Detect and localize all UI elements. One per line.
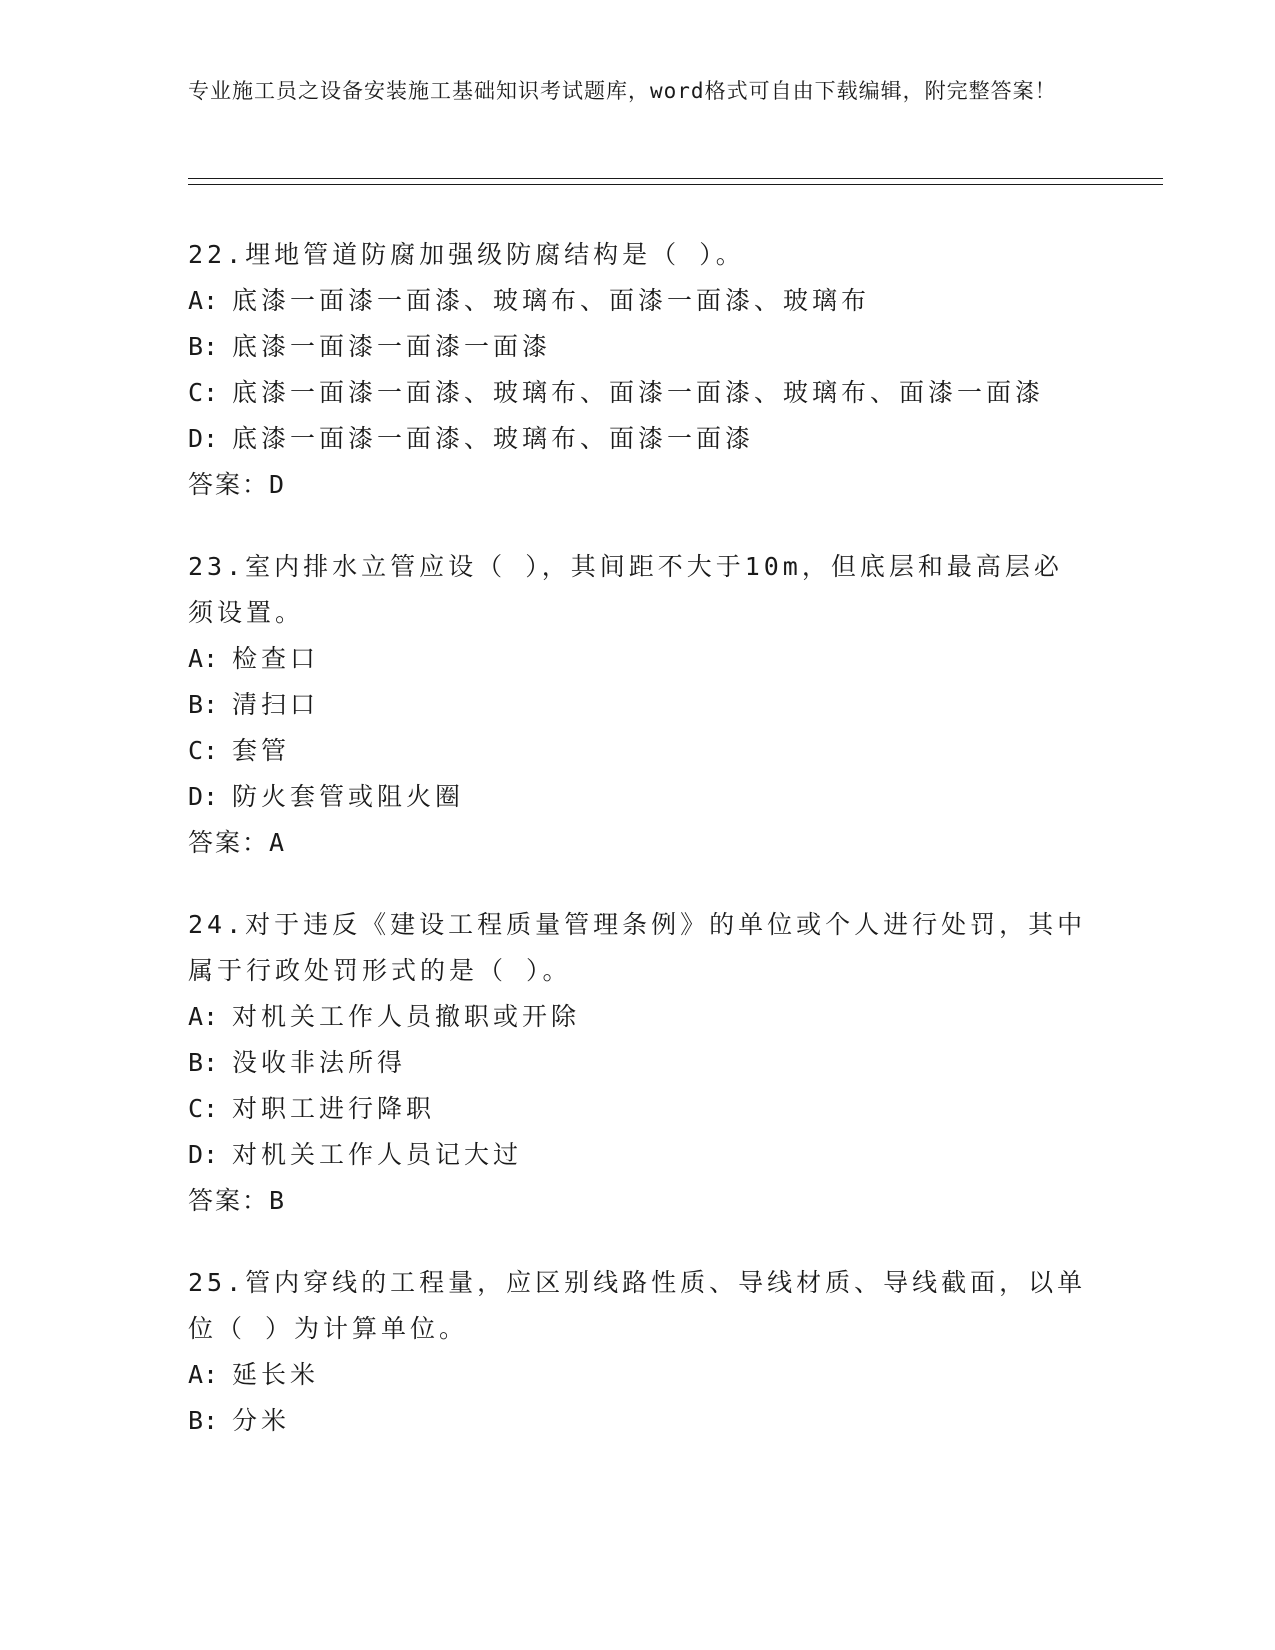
option-text: 延长米 <box>232 1360 320 1389</box>
question-stem: 23.室内排水立管应设（ ），其间距不大于10m，但底层和最高层必须设置。 <box>188 552 1063 627</box>
option-key: B: <box>188 332 219 361</box>
option-c <box>188 370 1088 416</box>
option-key: B: <box>188 690 219 719</box>
question-stem: 22.埋地管道防腐加强级防腐结构是（ ）。 <box>188 240 745 269</box>
option-text: 分米 <box>232 1406 291 1435</box>
answer-line: 答案：A <box>188 828 287 857</box>
question-23 <box>188 544 1088 866</box>
question-25 <box>188 1260 1088 1444</box>
option-d <box>188 774 1088 820</box>
option-key: A: <box>188 644 219 673</box>
option-a <box>188 636 1088 682</box>
option-text: 检查口 <box>232 644 320 673</box>
option-text: 清扫口 <box>232 690 320 719</box>
option-key: C: <box>188 378 219 407</box>
option-key: D: <box>188 782 219 811</box>
option-a <box>188 1352 1088 1398</box>
option-key: C: <box>188 736 219 765</box>
option-a <box>188 994 1088 1040</box>
question-list <box>188 232 1088 1480</box>
option-text: 底漆一面漆一面漆、玻璃布、面漆一面漆、玻璃布 <box>232 286 871 315</box>
header-divider-top <box>188 178 1163 179</box>
option-text: 底漆一面漆一面漆、玻璃布、面漆一面漆、玻璃布、面漆一面漆 <box>232 378 1045 407</box>
option-text: 没收非法所得 <box>232 1048 407 1077</box>
option-key: A: <box>188 286 219 315</box>
option-key: A: <box>188 1360 219 1389</box>
option-text: 对机关工作人员撤职或开除 <box>232 1002 581 1031</box>
option-text: 底漆一面漆一面漆一面漆 <box>232 332 552 361</box>
option-text: 对职工进行降职 <box>232 1094 436 1123</box>
option-b <box>188 324 1088 370</box>
option-b <box>188 1398 1088 1444</box>
question-22 <box>188 232 1088 508</box>
option-key: A: <box>188 1002 219 1031</box>
option-b <box>188 1040 1088 1086</box>
question-stem: 24.对于违反《建设工程质量管理条例》的单位或个人进行处罚，其中属于行政处罚形式的是（ ）。 <box>188 910 1087 985</box>
option-text: 对机关工作人员记大过 <box>232 1140 523 1169</box>
option-text: 底漆一面漆一面漆、玻璃布、面漆一面漆 <box>232 424 755 453</box>
option-text: 套管 <box>232 736 291 765</box>
document-header: 专业施工员之设备安装施工基础知识考试题库，word格式可自由下载编辑，附完整答案！ <box>188 79 1057 103</box>
option-key: B: <box>188 1048 219 1077</box>
answer-line: 答案：D <box>188 470 287 499</box>
header-divider-bottom <box>188 184 1163 185</box>
option-d <box>188 416 1088 462</box>
option-b <box>188 682 1088 728</box>
option-c <box>188 1086 1088 1132</box>
answer-line: 答案：B <box>188 1186 287 1215</box>
option-key: C: <box>188 1094 219 1123</box>
option-key: D: <box>188 1140 219 1169</box>
option-text: 防火套管或阻火圈 <box>232 782 465 811</box>
option-a <box>188 278 1088 324</box>
option-d <box>188 1132 1088 1178</box>
option-key: B: <box>188 1406 219 1435</box>
question-24 <box>188 902 1088 1224</box>
option-c <box>188 728 1088 774</box>
option-key: D: <box>188 424 219 453</box>
question-stem: 25.管内穿线的工程量，应区别线路性质、导线材质、导线截面，以单位（ ）为计算单位。 <box>188 1268 1087 1343</box>
